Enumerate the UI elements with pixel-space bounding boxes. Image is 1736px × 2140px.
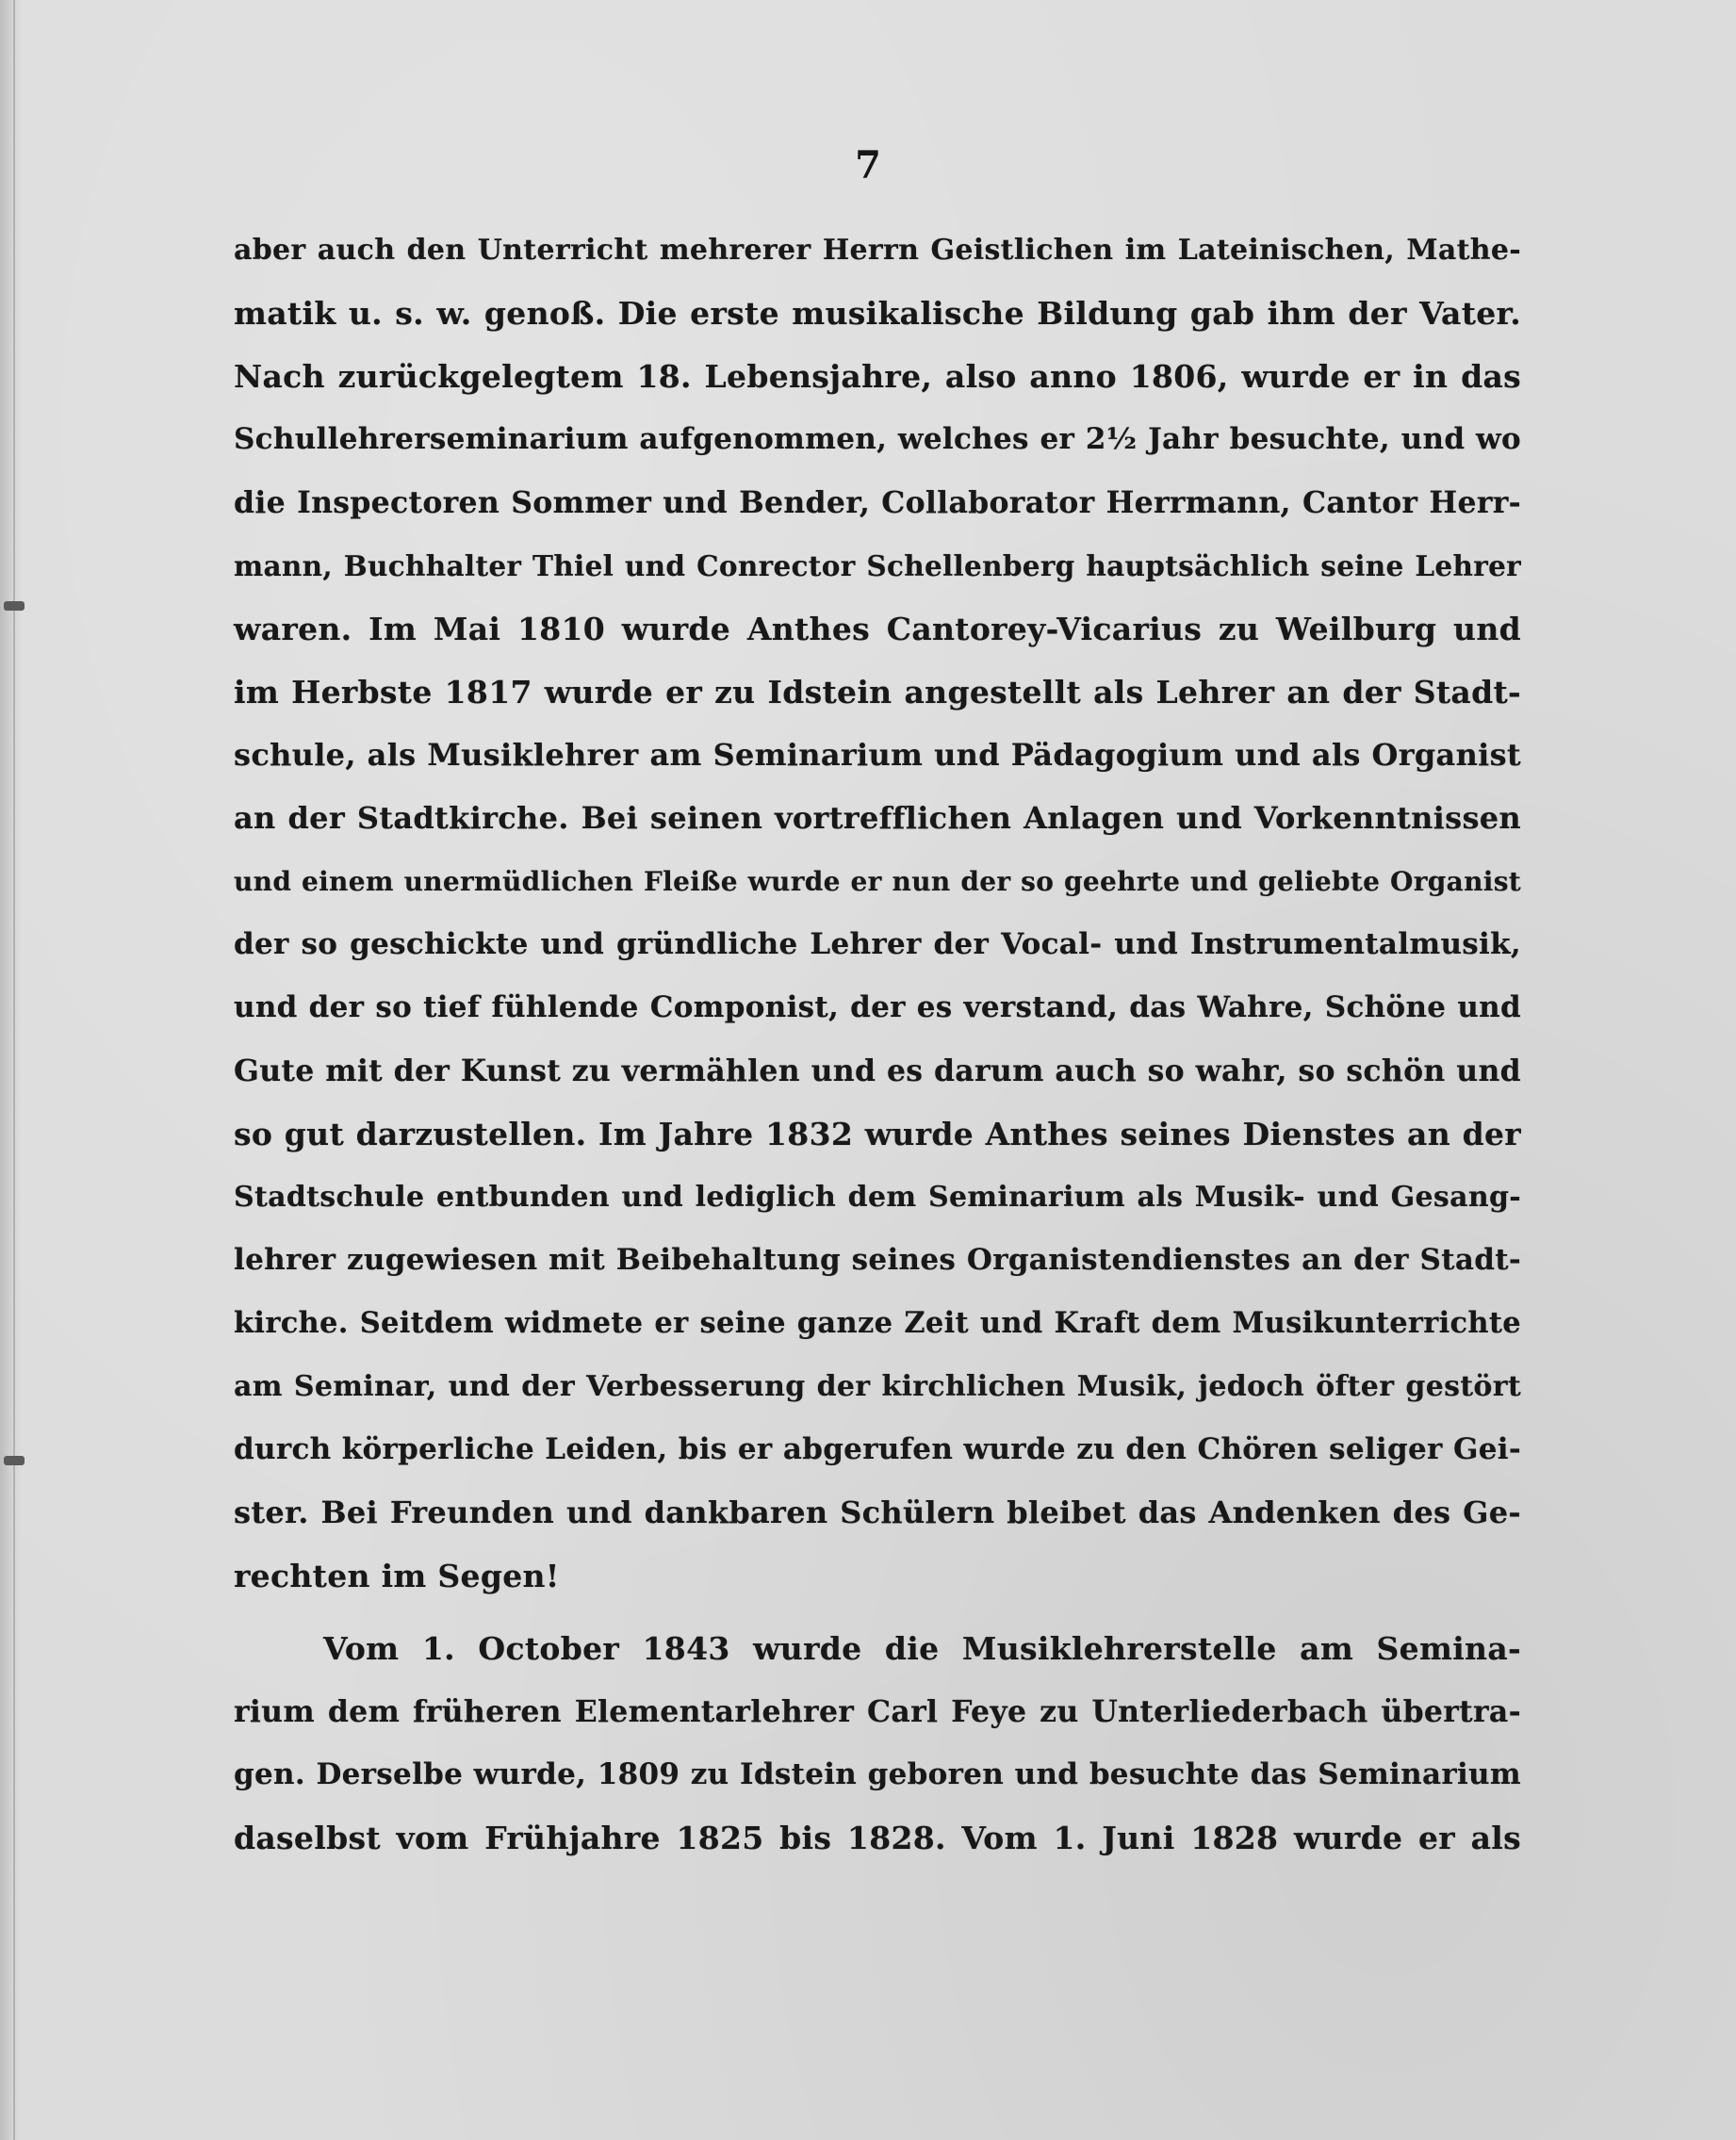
paragraph-gap [234,1608,1521,1617]
text-line: der so geschickte und gründliche Lehrer der Vocal- und Instrumentalmusik, [234,927,1521,961]
text-line: so gut darzustellen. Im Jahre 1832 wurde Anthes seines Dienstes an der [234,1116,1521,1152]
text-line: durch körperliche Leiden, bis er abgerufen wurde zu den Chören seliger Gei- [234,1432,1521,1466]
text-line: rechten im Segen! [234,1558,560,1594]
text-line: mann, Buchhalter Thiel und Conrector Schellenberg hauptsächlich seine Lehrer [234,549,1521,582]
binding-fold-line [13,0,15,2140]
text-line: Schullehrerseminarium aufgenommen, welches er 2½ Jahr besuchte, und wo [234,422,1521,456]
text-line: gen. Derselbe wurde, 1809 zu Idstein geboren und besuchte das Seminarium [234,1757,1521,1791]
text-line: am Seminar, und der Verbesserung der kirchlichen Musik, jedoch öfter gestört [234,1370,1521,1403]
binding-stitch-bottom [4,1456,25,1465]
text-line: kirche. Seitdem widmete er seine ganze Zeit und Kraft dem Musikunterrichte [234,1306,1521,1340]
text-line: ster. Bei Freunden und dankbaren Schülern bleibet das Andenken des Ge- [234,1495,1521,1530]
binding-edge [0,0,21,2140]
binding-stitch-top [4,601,25,611]
text-line: Nach zurückgelegtem 18. Lebensjahre, also anno 1806, wurde er in das [234,358,1521,395]
text-line: Stadtschule entbunden und lediglich dem Seminarium als Musik- und Gesang- [234,1181,1521,1214]
text-line: matik u. s. w. genoß. Die erste musikalische Bildung gab ihm der Vater. [234,295,1521,332]
text-line: Gute mit der Kunst zu vermählen und es darum auch so wahr, so schön und [234,1054,1521,1088]
text-line: lehrer zugewiesen mit Beibehaltung seines Organistendienstes an der Stadt- [234,1243,1521,1277]
text-line: waren. Im Mai 1810 wurde Anthes Cantorey-Vicarius zu Weilburg und [234,611,1521,647]
text-line: die Inspectoren Sommer und Bender, Collaborator Herrmann, Cantor Herr- [234,485,1521,520]
text-line: daselbst vom Frühjahre 1825 bis 1828. Vom 1. Juni 1828 wurde er als [234,1820,1521,1856]
paragraph-1 [234,219,1521,1608]
page-number: 7 [855,143,881,188]
body-text [234,219,1521,1870]
text-line: und der so tief fühlende Componist, der es verstand, das Wahre, Schöne und [234,990,1521,1024]
text-line: im Herbste 1817 wurde er zu Idstein angestellt als Lehrer an der Stadt- [234,674,1521,711]
text-line: rium dem früheren Elementarlehrer Carl Feye zu Unterliederbach übertra- [234,1694,1521,1729]
text-line: und einem unermüdlichen Fleiße wurde er nun der so geehrte und geliebte Organist [234,866,1521,897]
text-line: aber auch den Unterricht mehrerer Herrn Geistlichen im Lateinischen, Mathe- [234,234,1521,267]
paragraph-2 [234,1617,1521,1870]
text-line: Vom 1. October 1843 wurde die Musiklehrerstelle am Semina- [323,1630,1521,1667]
text-line: schule, als Musiklehrer am Seminarium und Pädagogium und als Organist [234,737,1521,773]
text-line: an der Stadtkirche. Bei seinen vortrefflichen Anlagen und Vorkenntnissen [234,800,1521,836]
